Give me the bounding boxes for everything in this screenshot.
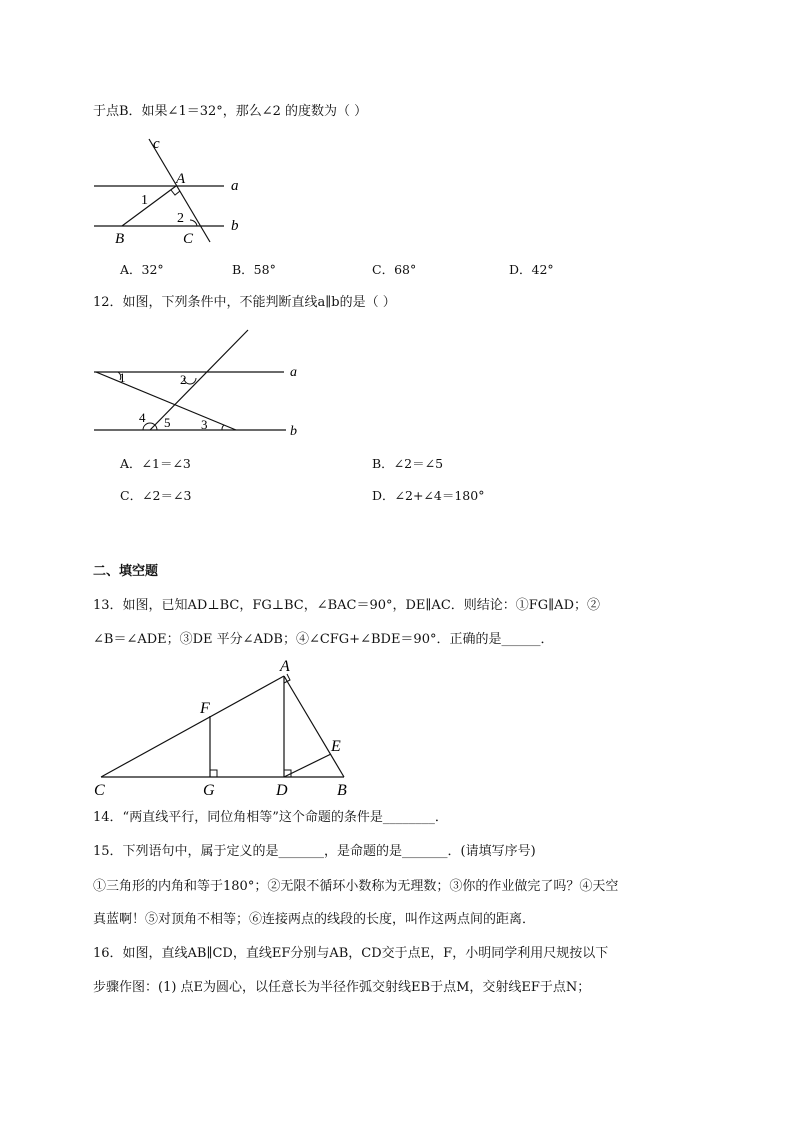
label-A: A xyxy=(280,658,290,675)
q13-line-2: ∠B＝∠ADE；③DE 平分∠ADB；④∠CFG+∠BDE＝90°．正确的是______． xyxy=(93,632,554,647)
q12-option-c: C．∠2＝∠3 xyxy=(120,488,192,503)
q14-stem: 14．“两直线平行，同位角相等”这个命题的条件是________． xyxy=(93,810,448,825)
q13-line-1: 13．如图，已知AD⊥BC，FG⊥BC，∠BAC＝90°，DE∥AC．则结论：①FG∥AD；② xyxy=(93,598,600,613)
q11-option-b: B．58° xyxy=(232,262,276,277)
label-G: G xyxy=(203,782,215,799)
q11-option-a: A．32° xyxy=(120,262,164,277)
label-b: b xyxy=(231,218,239,234)
label-4: 4 xyxy=(139,410,146,425)
right-angle-mark-G xyxy=(210,770,217,777)
label-B: B xyxy=(115,231,125,247)
q15-line-3: 真蓝啊！⑤对顶角不相等；⑥连接两点的线段的长度，叫作这两点间的距离． xyxy=(93,912,536,927)
q16-line-2: 步骤作图：(1) 点E为圆心，以任意长为半径作弧交射线EB于点M，交射线EF于点N； xyxy=(93,980,591,995)
label-B: B xyxy=(337,782,347,799)
q11-stem: 于点B．如果∠1＝32°，那么∠2 的度数为（ ） xyxy=(93,104,368,119)
label-c: c xyxy=(153,136,160,152)
label-a: a xyxy=(290,365,297,380)
label-3: 3 xyxy=(201,417,208,432)
q12-option-a: A．∠1＝∠3 xyxy=(120,456,191,471)
q12-option-d: D．∠2+∠4＝180° xyxy=(372,488,485,503)
label-a: a xyxy=(231,178,239,194)
section-heading: 二、填空题 xyxy=(93,564,159,579)
label-2: 2 xyxy=(180,372,187,387)
label-A: A xyxy=(176,171,186,187)
label-1: 1 xyxy=(141,193,148,208)
label-b: b xyxy=(290,424,297,439)
q15-line-2: ①三角形的内角和等于180°；②无限不循环小数称为无理数；③你的作业做完了吗？④天空 xyxy=(93,879,619,894)
label-5: 5 xyxy=(164,415,171,430)
q12-option-b: B．∠2＝∠5 xyxy=(372,456,444,471)
q11-option-c: C．68° xyxy=(372,262,417,277)
q16-line-1: 16．如图，直线AB∥CD，直线EF分别与AB，CD交于点E，F，小明同学利用尺规按以下 xyxy=(93,946,609,961)
label-2: 2 xyxy=(177,211,184,226)
segment-CA xyxy=(101,676,284,777)
label-E: E xyxy=(331,738,341,755)
label-1: 1 xyxy=(119,370,126,385)
label-D: D xyxy=(276,782,288,799)
label-C: C xyxy=(183,231,194,247)
label-C: C xyxy=(94,782,105,799)
q15-line-1: 15．下列语句中，属于定义的是_______，是命题的是_______．(请填写序号) xyxy=(93,844,536,859)
q12-stem: 12．如图，下列条件中，不能判断直线a∥b的是（ ） xyxy=(93,295,396,310)
label-F: F xyxy=(200,700,210,717)
q11-option-d: D．42° xyxy=(509,262,554,277)
